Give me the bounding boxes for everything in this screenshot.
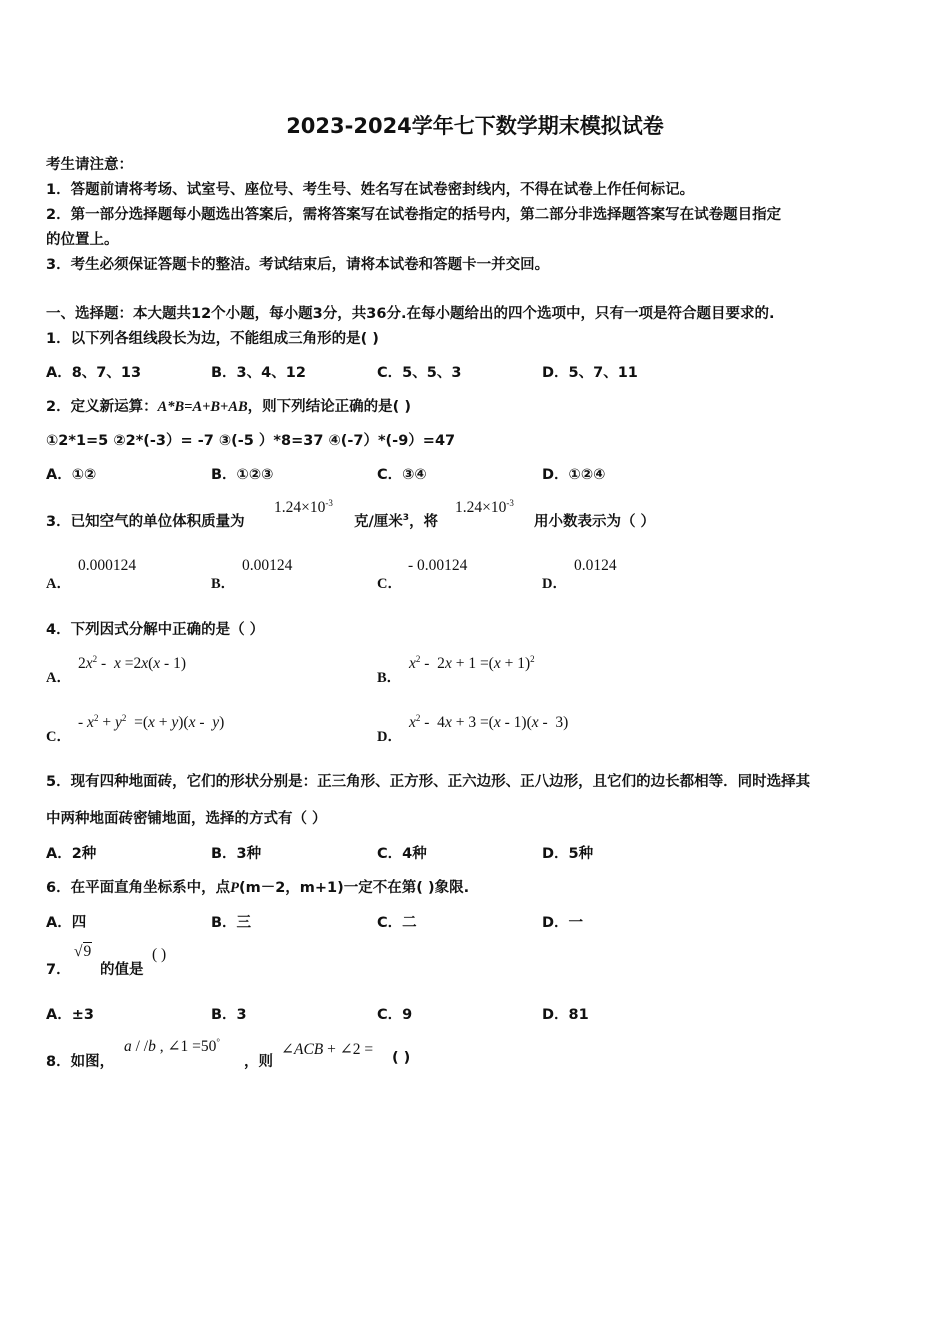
page-title: 2023-2024学年七下数学期末模拟试卷 <box>286 114 664 138</box>
q6-option-b: B．三 <box>211 915 252 931</box>
sqrt-icon: √ <box>74 943 83 960</box>
q5-option-a: A．2种 <box>46 846 97 862</box>
q4-option-d-expr: $x^2 - 4x + 3 =(x - 1)(x - 3)$ <box>409 713 569 732</box>
q2-option-c: C．③④ <box>377 467 427 483</box>
q3-option-b-label: B． <box>211 576 236 592</box>
q7-option-a: A．±3 <box>46 1007 94 1023</box>
q8-given-expr: a / /b , ∠1 =50° <box>124 1037 220 1056</box>
q5-option-c: C．4种 <box>377 846 427 862</box>
q3-option-a-value: 0.000124 <box>78 557 137 574</box>
q6-stem-prefix: 6．在平面直角坐标系中，点 <box>46 880 231 896</box>
notice-item-2-cont: 的位置上。 <box>46 232 119 248</box>
q3-stem-suffix: 用小数表示为（ ） <box>534 514 656 530</box>
notice-item-2: 2．第一部分选择题每小题选出答案后，需将答案写在试卷指定的括号内，第二部分非选择题答案写在试卷题目指定 <box>46 207 782 223</box>
q4-option-c-label: C． <box>46 729 71 745</box>
q3-unit-exp: 3 <box>402 513 410 524</box>
q4-option-b-expr: $x^2 - 2x + 1 =(x + 1)^2$ <box>409 654 535 673</box>
q2-stem-suffix: ，则下列结论正确的是( ) <box>247 399 411 415</box>
q3-unit <box>354 510 438 531</box>
q7-stem-suffix: 的值是 <box>100 962 144 978</box>
q7-sqrt <box>74 943 92 961</box>
notice-item-3: 3．考生必须保证答题卡的整洁。考试结束后，请将本试卷和答题卡一并交回。 <box>46 257 550 273</box>
q5-stem-line1: 5．现有四种地面砖，它们的形状分别是：正三角形、正方形、正六边形、正八边形，且它们的边长都相等．同时选择其 <box>46 774 811 790</box>
q3-exp-2: -3 <box>506 498 514 508</box>
q4-option-a-expr: $2x^2 - x =2x(x - 1)$ <box>78 654 186 673</box>
q2-option-a: A．①② <box>46 467 97 483</box>
q3-math-2 <box>455 498 514 517</box>
q3-exp-1: -3 <box>325 498 333 508</box>
q4-option-c-expr: - $x^2 + y^2 =(x + y)(x - y)$ <box>78 713 225 732</box>
q1-option-c: C．5、5、3 <box>377 365 462 381</box>
q3-option-d-value: 0.0124 <box>574 557 617 574</box>
q7-option-c: C．9 <box>377 1007 413 1023</box>
q7-radicand: 9 <box>83 943 92 960</box>
q3-coef-1: 1.24×10 <box>274 499 326 517</box>
q7-option-d: D．81 <box>542 1007 589 1023</box>
q5-option-d: D．5种 <box>542 846 594 862</box>
notice-item-1: 1．答题前请将考场、试室号、座位号、考生号、姓名写在试卷密封线内，不得在试卷上作任何标记。 <box>46 182 695 198</box>
q8-stem-mid: ，则 <box>244 1054 273 1070</box>
notice-heading: 考生请注意： <box>46 157 133 173</box>
q4-option-d-label: D． <box>377 729 402 745</box>
q6-stem-suffix: 一定不在第( )象限. <box>343 880 470 896</box>
q2-option-d: D．①②④ <box>542 467 606 483</box>
q2-items: ①2*1=5 ②2*(-3）= -7 ③(-5 ）*8=37 ④(-7）*(-9）=47 <box>46 433 456 449</box>
q8-stem-prefix: 8．如图， <box>46 1054 115 1070</box>
q4-option-b-label: B． <box>377 670 402 686</box>
q4-stem: 4．下列因式分解中正确的是（ ） <box>46 622 265 638</box>
q6-option-d: D．一 <box>542 915 584 931</box>
q7-number: 7． <box>46 962 71 978</box>
q2-stem-prefix: 2．定义新运算： <box>46 399 158 415</box>
q2-option-b: B．①②③ <box>211 467 274 483</box>
section-heading: 一、选择题：本大题共12个小题，每小题3分，共36分.在每小题给出的四个选项中，只有一项是符合题目要求的. <box>46 306 775 322</box>
q6-point: P <box>230 880 239 896</box>
q3-option-d-label: D． <box>542 576 567 592</box>
q6-stem <box>46 876 469 897</box>
q7-paren: ( ) <box>152 946 167 963</box>
q1-option-a: A．8、7、13 <box>46 365 142 381</box>
q6-option-c: C．二 <box>377 915 417 931</box>
q3-stem-prefix: 3．已知空气的单位体积质量为 <box>46 514 245 530</box>
q8-stem-suffix: ( ) <box>392 1050 411 1066</box>
q8-target-expr: ∠ACB + ∠2 = <box>281 1041 374 1058</box>
q3-option-c-value: - 0.00124 <box>408 557 468 574</box>
q2-stem-expr: A*B=A+B+AB <box>157 399 248 415</box>
q4-option-a-label: A． <box>46 670 71 686</box>
q6-option-a: A．四 <box>46 915 87 931</box>
q5-option-b: B．3种 <box>211 846 262 862</box>
q3-unit-text: 克/厘米 <box>354 514 403 530</box>
q1-stem: 1．以下列各组线段长为边，不能组成三角形的是( ) <box>46 331 379 347</box>
q1-option-d: D．5、7、11 <box>542 365 638 381</box>
q3-option-b-value: 0.00124 <box>242 557 293 574</box>
q1-option-b: B．3、4、12 <box>211 365 306 381</box>
q3-option-c-label: C． <box>377 576 402 592</box>
q3-math-1 <box>274 498 333 517</box>
q3-mid: ，将 <box>409 514 439 530</box>
q5-stem-line2: 中两种地面砖密铺地面，选择的方式有（ ） <box>46 811 327 827</box>
q3-option-a-label: A． <box>46 576 71 592</box>
q7-option-b: B．3 <box>211 1007 247 1023</box>
q2-stem <box>46 395 411 416</box>
q3-coef-2: 1.24×10 <box>455 499 507 517</box>
q6-coords: (m－2，m+1) <box>238 880 344 896</box>
